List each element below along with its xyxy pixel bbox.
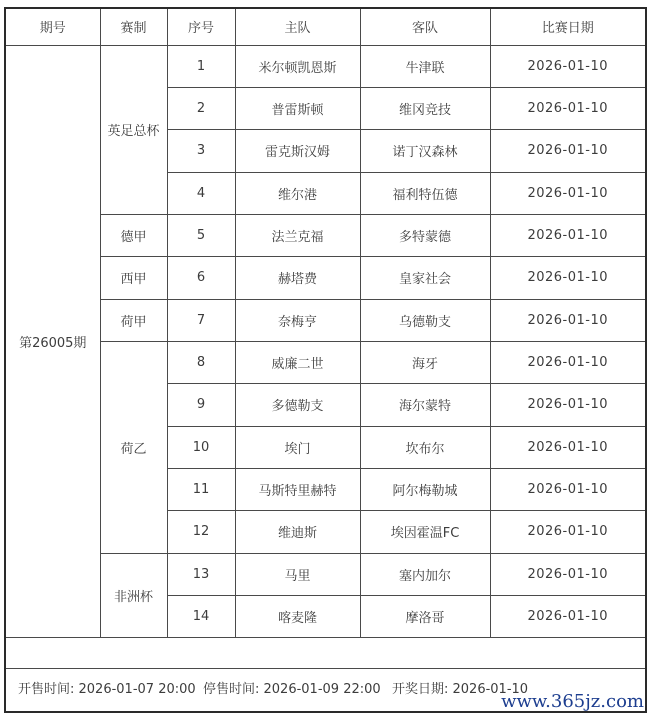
home-team-cell: 威廉二世 [235,341,360,383]
match-date-cell: 2026-01-10 [490,130,646,172]
home-team-cell: 普雷斯顿 [235,87,360,129]
home-team-cell: 维迪斯 [235,511,360,553]
away-team-cell: 诺丁汉森林 [360,130,490,172]
header-league: 赛制 [100,8,167,45]
home-team-cell: 法兰克福 [235,214,360,256]
home-team-cell: 米尔顿凯恩斯 [235,45,360,87]
match-date-cell: 2026-01-10 [490,299,646,341]
home-team-cell: 埃门 [235,426,360,468]
away-team-cell: 维冈竞技 [360,87,490,129]
match-no-cell: 14 [167,595,235,637]
match-no-cell: 7 [167,299,235,341]
sale-stop-time: 停售时间: 2026-01-09 22:00 [203,682,381,698]
home-team-cell: 多德勒支 [235,384,360,426]
home-team-cell: 奈梅亨 [235,299,360,341]
league-cell: 德甲 [100,214,167,256]
league-cell: 荷乙 [100,341,167,553]
away-team-cell: 多特蒙德 [360,214,490,256]
home-team-cell: 雷克斯汉姆 [235,130,360,172]
league-cell: 非洲杯 [100,553,167,638]
away-team-cell: 牛津联 [360,45,490,87]
match-no-cell: 13 [167,553,235,595]
match-no-cell: 1 [167,45,235,87]
away-team-cell: 皇家社会 [360,257,490,299]
match-no-cell: 11 [167,468,235,510]
match-row [5,45,646,87]
footer-cell [5,669,646,712]
match-no-cell: 9 [167,384,235,426]
match-no-cell: 12 [167,511,235,553]
match-date-cell: 2026-01-10 [490,511,646,553]
away-team-cell: 海尔蒙特 [360,384,490,426]
league-cell: 英足总杯 [100,45,167,214]
match-schedule-table [4,7,647,713]
away-team-cell: 坎布尔 [360,426,490,468]
header-away: 客队 [360,8,490,45]
header-no: 序号 [167,8,235,45]
away-team-cell: 摩洛哥 [360,595,490,637]
away-team-cell: 乌德勒支 [360,299,490,341]
header-row [5,8,646,45]
match-row [5,214,646,256]
match-date-cell: 2026-01-10 [490,172,646,214]
empty-spacer-row [5,638,646,669]
sale-start-time: 开售时间: 2026-01-07 20:00 [18,682,196,698]
match-date-cell: 2026-01-10 [490,595,646,637]
match-no-cell: 10 [167,426,235,468]
match-no-cell: 5 [167,214,235,256]
away-team-cell: 海牙 [360,341,490,383]
match-row [5,341,646,383]
match-no-cell: 8 [167,341,235,383]
match-no-cell: 2 [167,87,235,129]
home-team-cell: 赫塔费 [235,257,360,299]
match-no-cell: 6 [167,257,235,299]
footer-row [5,669,646,712]
home-team-cell: 马里 [235,553,360,595]
match-date-cell: 2026-01-10 [490,468,646,510]
away-team-cell: 塞内加尔 [360,553,490,595]
match-date-cell: 2026-01-10 [490,45,646,87]
home-team-cell: 维尔港 [235,172,360,214]
match-no-cell: 4 [167,172,235,214]
home-team-cell: 喀麦隆 [235,595,360,637]
match-date-cell: 2026-01-10 [490,384,646,426]
match-date-cell: 2026-01-10 [490,426,646,468]
match-no-cell: 3 [167,130,235,172]
home-team-cell: 马斯特里赫特 [235,468,360,510]
league-cell: 荷甲 [100,299,167,341]
site-watermark: www.365jz.com [501,690,644,712]
match-row [5,553,646,595]
period-cell: 第26005期 [5,45,100,638]
header-date: 比赛日期 [490,8,646,45]
match-date-cell: 2026-01-10 [490,214,646,256]
match-date-cell: 2026-01-10 [490,257,646,299]
header-home: 主队 [235,8,360,45]
match-row [5,257,646,299]
draw-date: 开奖日期: 2026-01-10 [392,682,529,698]
match-date-cell: 2026-01-10 [490,553,646,595]
away-team-cell: 福利特伍德 [360,172,490,214]
match-row [5,299,646,341]
match-date-cell: 2026-01-10 [490,341,646,383]
match-date-cell: 2026-01-10 [490,87,646,129]
away-team-cell: 阿尔梅勒城 [360,468,490,510]
league-cell: 西甲 [100,257,167,299]
away-team-cell: 埃因霍温FC [360,511,490,553]
header-period: 期号 [5,8,100,45]
